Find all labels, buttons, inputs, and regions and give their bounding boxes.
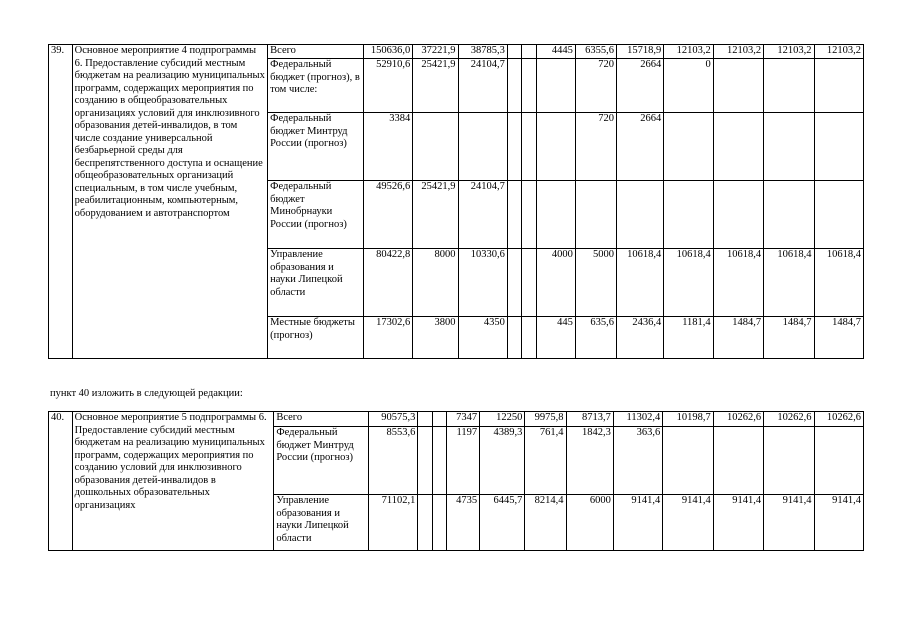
empty-cell <box>507 113 521 181</box>
empty-cell <box>418 495 432 551</box>
value-cell: 4735 <box>447 495 480 551</box>
empty-cell <box>522 249 536 317</box>
value-cell: 150636,0 <box>363 45 412 59</box>
value-cell: 1197 <box>447 427 480 495</box>
value-cell: 12103,2 <box>764 45 814 59</box>
value-cell: 2664 <box>616 59 663 113</box>
value-cell: 5000 <box>575 249 616 317</box>
value-cell: 1842,3 <box>566 427 613 495</box>
amendment-note: пункт 40 изложить в следующей редакции: <box>50 388 243 399</box>
value-cell: 0 <box>664 59 713 113</box>
value-cell <box>413 113 458 181</box>
value-cell: 4000 <box>536 249 575 317</box>
value-cell <box>814 427 863 495</box>
value-cell: 37221,9 <box>413 45 458 59</box>
value-cell <box>616 181 663 249</box>
value-cell: 10618,4 <box>616 249 663 317</box>
value-cell <box>814 181 863 249</box>
value-cell <box>713 181 763 249</box>
item-number: 40. <box>49 412 73 551</box>
value-cell: 2664 <box>616 113 663 181</box>
empty-cell <box>522 317 536 359</box>
value-cell: 1484,7 <box>713 317 763 359</box>
value-cell: 635,6 <box>575 317 616 359</box>
funding-source: Всего <box>274 412 369 427</box>
value-cell: 1484,7 <box>814 317 863 359</box>
empty-cell <box>507 45 521 59</box>
item-description: Основное мероприятие 5 подпрограммы 6. Предоставление субсидий местным бюджетам на реализацию муниципальных программ, содержащих мероприятия по созданию условий для инклюзивного образования детей-инвалидов в дошкольных образовательных организациях <box>72 412 274 551</box>
value-cell: 1484,7 <box>764 317 814 359</box>
value-cell: 24104,7 <box>458 59 507 113</box>
value-cell: 3384 <box>363 113 412 181</box>
table-row <box>49 412 864 427</box>
value-cell <box>764 59 814 113</box>
value-cell: 12103,2 <box>664 45 713 59</box>
funding-source: Управление образования и науки Липецкой области <box>268 249 364 317</box>
value-cell: 761,4 <box>525 427 566 495</box>
funding-source: Управление образования и науки Липецкой области <box>274 495 369 551</box>
funding-source: Федеральный бюджет Минтруд России (прогноз) <box>268 113 364 181</box>
empty-cell <box>522 45 536 59</box>
value-cell: 10618,4 <box>664 249 713 317</box>
funding-source: Федеральный бюджет Минтруд России (прогноз) <box>274 427 369 495</box>
empty-cell <box>418 412 432 427</box>
value-cell: 445 <box>536 317 575 359</box>
empty-cell <box>432 412 446 427</box>
value-cell: 9141,4 <box>613 495 662 551</box>
value-cell: 10330,6 <box>458 249 507 317</box>
item-number: 39. <box>49 45 73 359</box>
value-cell: 9141,4 <box>764 495 814 551</box>
value-cell: 6000 <box>566 495 613 551</box>
empty-cell <box>522 59 536 113</box>
table-item-40 <box>48 411 864 551</box>
value-cell <box>458 113 507 181</box>
value-cell: 8553,6 <box>369 427 418 495</box>
value-cell: 38785,3 <box>458 45 507 59</box>
empty-cell <box>432 495 446 551</box>
value-cell: 9141,4 <box>713 495 763 551</box>
empty-cell <box>507 249 521 317</box>
value-cell: 9141,4 <box>814 495 863 551</box>
value-cell: 11302,4 <box>613 412 662 427</box>
empty-cell <box>507 317 521 359</box>
item-description: Основное мероприятие 4 подпрограммы 6. Предоставление субсидий местным бюджетам на реализацию муниципальных программ, содержащих мероприятия по созданию в общеобразовательных организациях условий для инклюзивного образования детей-инвалидов, в том числе создание универсальной безбарьерной среды для беспрепятственного доступа и оснащение общеобразовательных организаций специальным, в том числе учебным, реабилитационным, компьютерным, оборудованием и автотранспортом <box>72 45 268 359</box>
value-cell: 6445,7 <box>480 495 525 551</box>
value-cell: 12103,2 <box>713 45 763 59</box>
value-cell: 6355,6 <box>575 45 616 59</box>
value-cell: 4389,3 <box>480 427 525 495</box>
value-cell: 24104,7 <box>458 181 507 249</box>
value-cell <box>713 59 763 113</box>
empty-cell <box>432 427 446 495</box>
value-cell: 25421,9 <box>413 181 458 249</box>
value-cell: 10618,4 <box>764 249 814 317</box>
value-cell: 10618,4 <box>814 249 863 317</box>
value-cell: 17302,6 <box>363 317 412 359</box>
value-cell: 9975,8 <box>525 412 566 427</box>
funding-source: Федеральный бюджет (прогноз), в том числе: <box>268 59 364 113</box>
empty-cell <box>507 59 521 113</box>
value-cell: 80422,8 <box>363 249 412 317</box>
value-cell <box>664 113 713 181</box>
value-cell: 4350 <box>458 317 507 359</box>
empty-cell <box>522 113 536 181</box>
value-cell <box>536 181 575 249</box>
value-cell: 7347 <box>447 412 480 427</box>
funding-source: Местные бюджеты (прогноз) <box>268 317 364 359</box>
value-cell: 9141,4 <box>663 495 713 551</box>
value-cell: 10198,7 <box>663 412 713 427</box>
value-cell: 10262,6 <box>764 412 814 427</box>
value-cell <box>814 113 863 181</box>
value-cell: 90575,3 <box>369 412 418 427</box>
value-cell <box>536 59 575 113</box>
value-cell: 52910,6 <box>363 59 412 113</box>
value-cell: 10262,6 <box>814 412 863 427</box>
value-cell <box>713 113 763 181</box>
value-cell: 12103,2 <box>814 45 863 59</box>
value-cell <box>575 181 616 249</box>
value-cell: 15718,9 <box>616 45 663 59</box>
table-item-39 <box>48 44 864 359</box>
value-cell: 1181,4 <box>664 317 713 359</box>
value-cell: 71102,1 <box>369 495 418 551</box>
value-cell: 49526,6 <box>363 181 412 249</box>
value-cell <box>764 427 814 495</box>
value-cell <box>814 59 863 113</box>
value-cell: 25421,9 <box>413 59 458 113</box>
value-cell <box>764 181 814 249</box>
value-cell <box>764 113 814 181</box>
funding-source: Всего <box>268 45 364 59</box>
value-cell: 8713,7 <box>566 412 613 427</box>
value-cell <box>663 427 713 495</box>
empty-cell <box>507 181 521 249</box>
empty-cell <box>418 427 432 495</box>
value-cell: 10618,4 <box>713 249 763 317</box>
value-cell: 8000 <box>413 249 458 317</box>
value-cell: 10262,6 <box>713 412 763 427</box>
value-cell <box>713 427 763 495</box>
empty-cell <box>522 181 536 249</box>
table-row <box>49 45 864 59</box>
value-cell <box>664 181 713 249</box>
value-cell: 2436,4 <box>616 317 663 359</box>
value-cell: 8214,4 <box>525 495 566 551</box>
value-cell: 4445 <box>536 45 575 59</box>
funding-source: Федеральный бюджет Минобрнауки России (прогноз) <box>268 181 364 249</box>
value-cell: 720 <box>575 113 616 181</box>
value-cell <box>536 113 575 181</box>
value-cell: 3800 <box>413 317 458 359</box>
value-cell: 720 <box>575 59 616 113</box>
value-cell: 363,6 <box>613 427 662 495</box>
value-cell: 12250 <box>480 412 525 427</box>
